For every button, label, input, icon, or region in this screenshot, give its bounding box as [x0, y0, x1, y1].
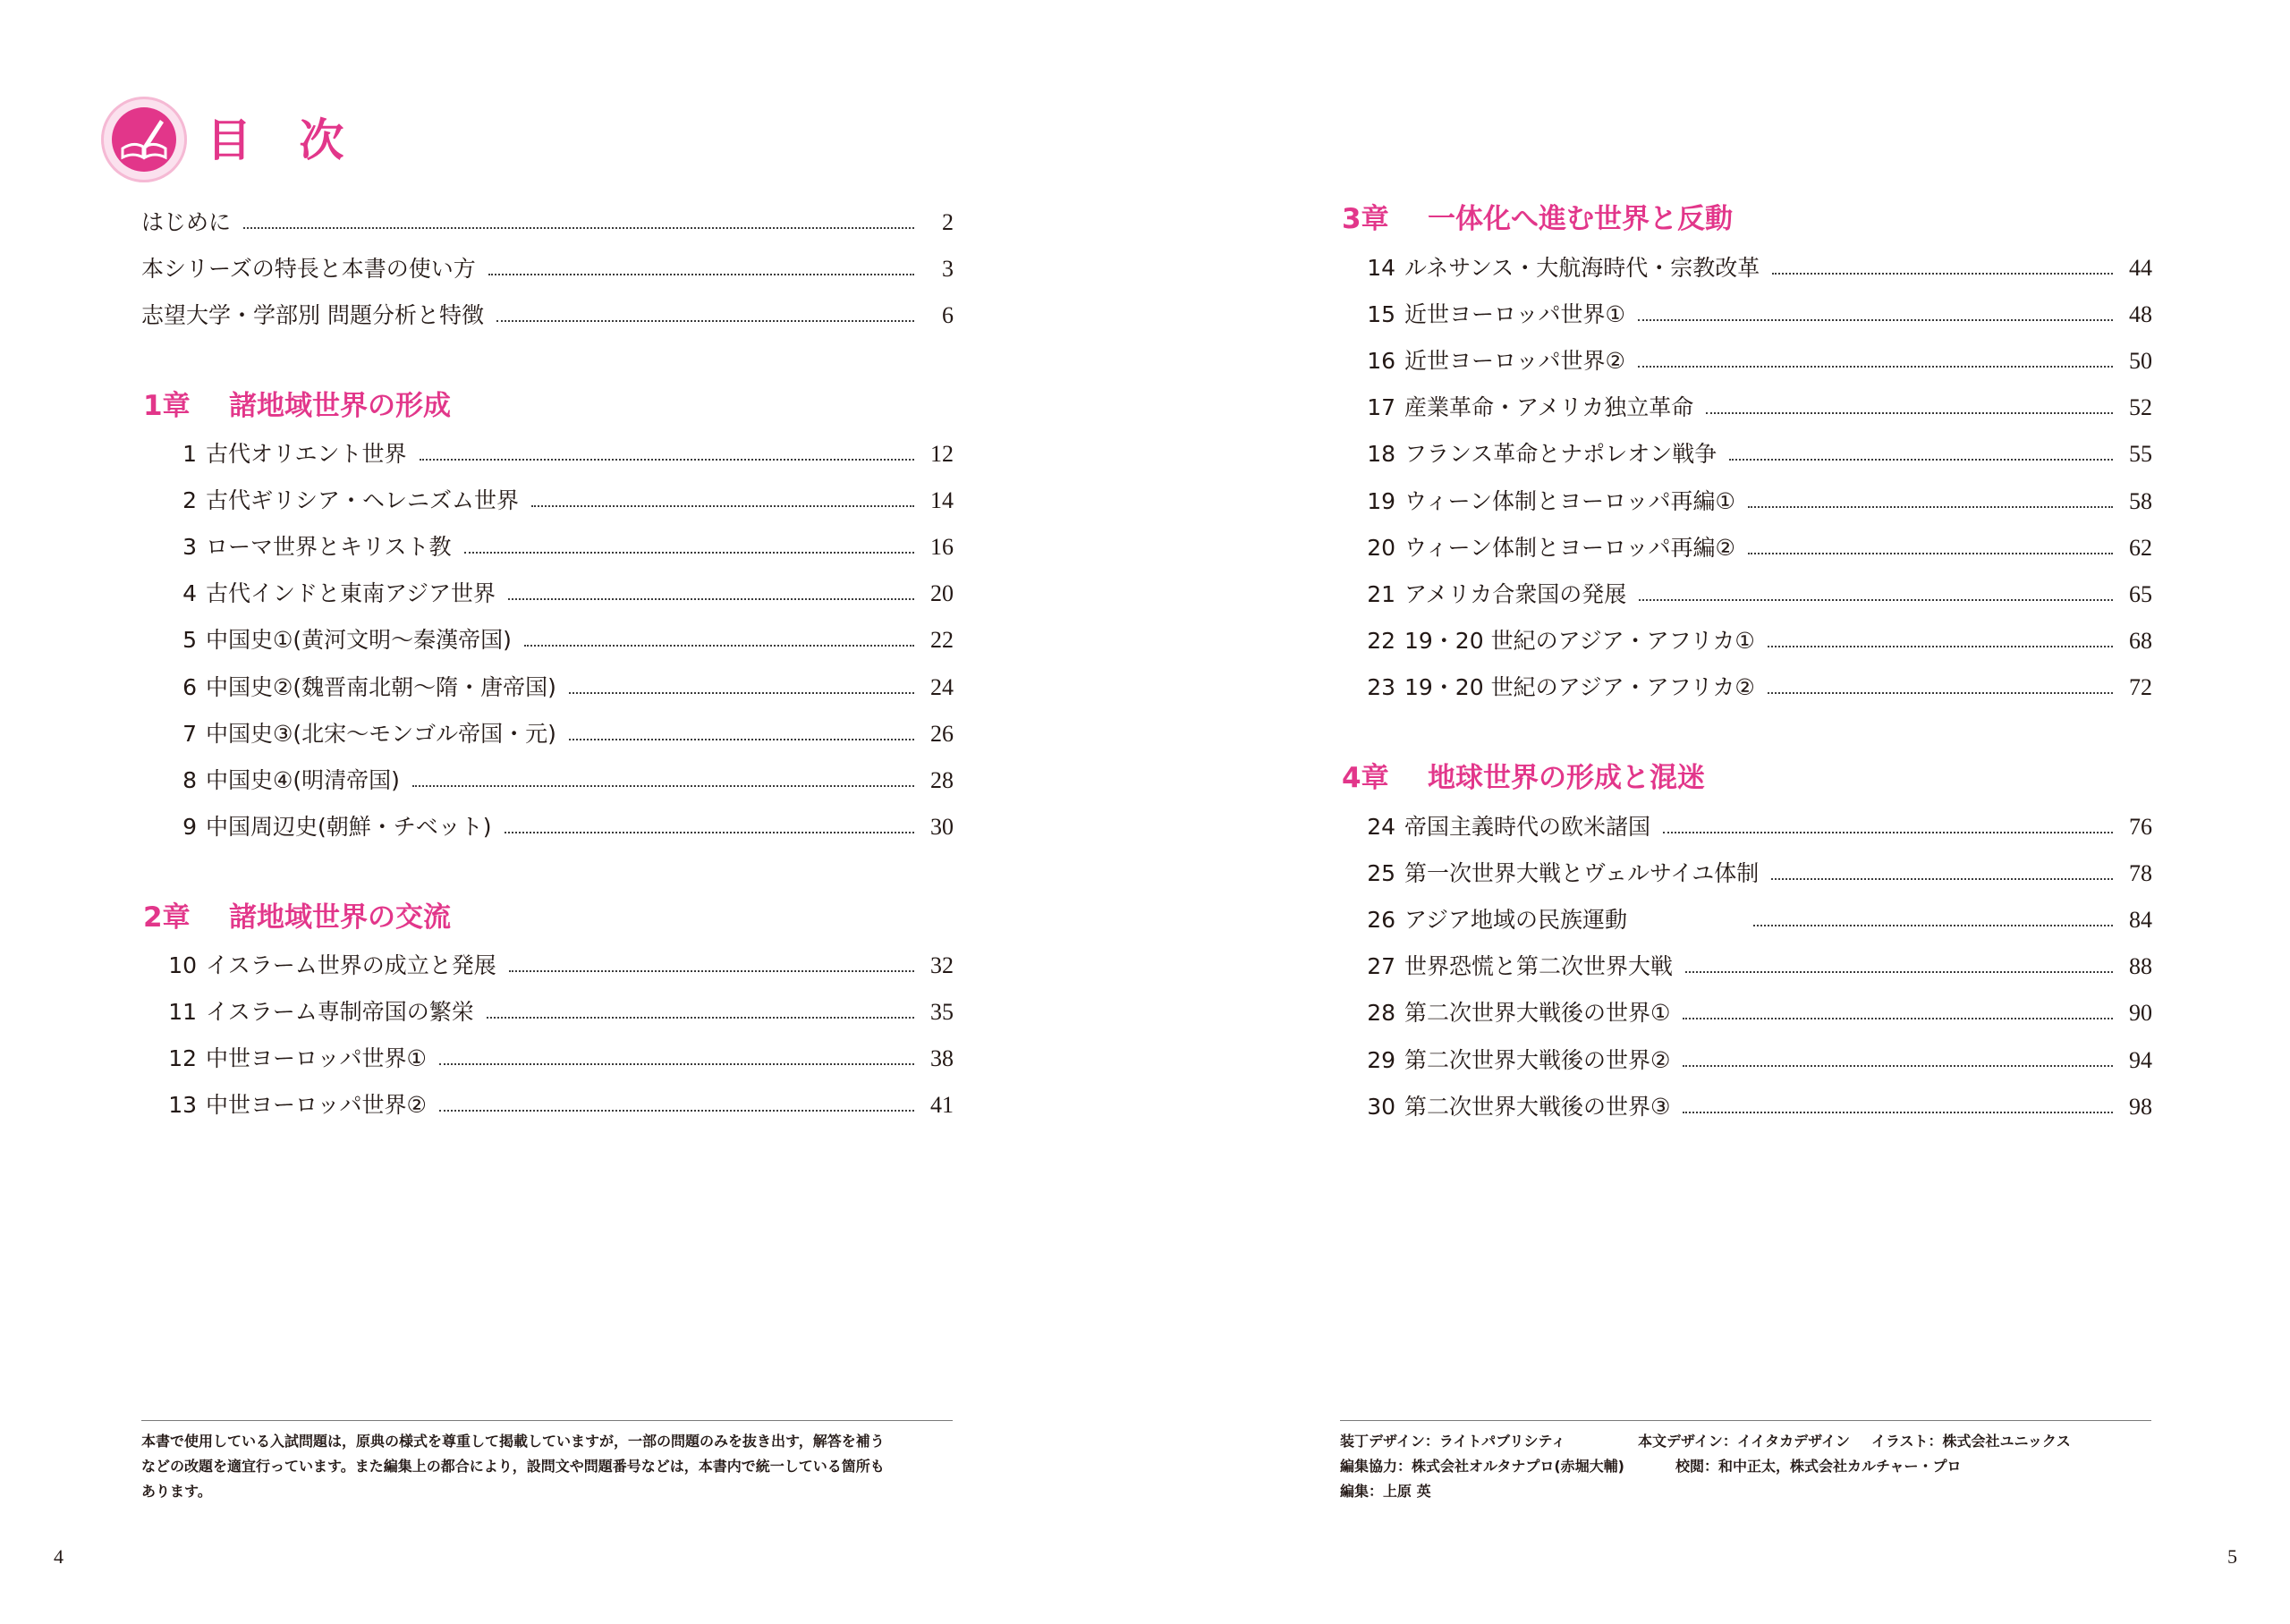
dot-leader	[1768, 646, 2113, 647]
toc-entry	[1360, 344, 2152, 378]
toc-entry	[161, 437, 954, 471]
chapter-title: 一体化へ進む世界と反動	[1428, 203, 1733, 235]
toc-entry-number: 19	[1367, 487, 1395, 514]
toc-entry-title: イスラーム世界の成立と発展	[206, 952, 496, 978]
page-number-left: 4	[54, 1545, 64, 1568]
dot-leader	[524, 645, 914, 647]
toc-entry-page: 30	[930, 813, 954, 840]
dot-leader	[569, 692, 914, 694]
dot-leader	[1748, 506, 2113, 508]
footnote	[141, 1429, 885, 1504]
dot-leader	[487, 1017, 914, 1019]
toc-entry-title: 中国史①(黄河文明〜秦漢帝国)	[206, 627, 512, 654]
toc-entry-title: 本シリーズの特長と本書の使い方	[141, 256, 476, 283]
toc-entry-page: 38	[930, 1045, 954, 1072]
dot-leader	[569, 739, 914, 740]
toc-entry-title: 帝国主義時代の欧米諸国	[1404, 814, 1651, 840]
toc-entry-title: 中国周辺史(朝鮮・チベット)	[206, 813, 492, 840]
toc-entry-number: 13	[168, 1092, 197, 1119]
credit-illustration: イラスト：株式会社ユニックス	[1871, 1433, 2071, 1450]
toc-entry	[161, 810, 954, 844]
dot-leader	[1685, 971, 2113, 973]
toc-entry-title: アジア地域の民族運動	[1404, 907, 1628, 934]
chapter-title: 地球世界の形成と混迷	[1428, 762, 1705, 794]
toc-entry	[1360, 903, 2152, 937]
page-title: 目 次	[207, 114, 360, 166]
chapter-number: 4章	[1342, 762, 1389, 794]
toc-entry	[1360, 671, 2152, 705]
dot-leader	[1639, 599, 2113, 601]
toc-entry-page: 84	[2129, 907, 2152, 934]
toc-entry-page: 12	[930, 441, 954, 467]
dot-leader	[1683, 1065, 2113, 1067]
toc-entry-page: 68	[2129, 627, 2152, 654]
toc-entry-title: 第二次世界大戦後の世界③	[1404, 1093, 1671, 1120]
toc-entry	[141, 252, 954, 286]
toc-entry-title: 古代オリエント世界	[206, 441, 407, 467]
toc-entry-number: 9	[182, 813, 197, 840]
chapter-number: 3章	[1342, 203, 1389, 235]
footnote-line: あります。	[141, 1483, 212, 1500]
toc-entry-title: 第二次世界大戦後の世界①	[1404, 1000, 1671, 1027]
toc-entry-title: 中世ヨーロッパ世界②	[206, 1092, 427, 1119]
toc-entry-title: アメリカ合衆国の発展	[1404, 580, 1627, 607]
toc-entry-number: 30	[1367, 1093, 1395, 1120]
dot-leader	[1683, 1112, 2113, 1113]
toc-entry-number: 16	[1367, 348, 1395, 375]
toc-entry-title: 中国史③(北宋〜モンゴル帝国・元)	[206, 720, 556, 747]
credits	[1340, 1429, 2235, 1510]
toc-entry-number: 1	[182, 441, 197, 467]
dot-leader	[439, 1063, 914, 1065]
toc-entry-page: 62	[2129, 534, 2152, 561]
toc-entry-page: 41	[930, 1092, 954, 1119]
toc-entry	[1360, 810, 2152, 844]
toc-entry-page: 6	[942, 302, 954, 329]
toc-entry	[161, 764, 954, 798]
toc-entry-page: 44	[2129, 255, 2152, 281]
dot-leader	[508, 598, 914, 600]
toc-entry	[161, 1088, 954, 1122]
toc-entry-page: 24	[930, 673, 954, 700]
toc-entry-page: 94	[2129, 1046, 2152, 1073]
dot-leader	[464, 552, 914, 554]
toc-entry-page: 32	[930, 952, 954, 978]
toc-entry	[1360, 485, 2152, 519]
chapter-number: 2章	[143, 901, 191, 934]
toc-entry	[1360, 391, 2152, 425]
dot-leader	[509, 970, 914, 972]
dot-leader	[1683, 1018, 2113, 1019]
toc-entry-number: 20	[1367, 534, 1395, 561]
toc-entry-number: 3	[182, 534, 197, 561]
toc-entry	[161, 1042, 954, 1076]
toc-entry-number: 11	[168, 999, 197, 1026]
dot-leader	[412, 785, 914, 787]
toc-entry	[1360, 531, 2152, 565]
toc-entry	[141, 206, 954, 240]
toc-entry-page: 98	[2129, 1093, 2152, 1120]
credit-proofreading: 校閲：和中正太，株式会社カルチャー・プロ	[1675, 1458, 1962, 1475]
toc-entry-title: 19・20 世紀のアジア・アフリカ②	[1404, 673, 1755, 700]
toc-entry	[161, 484, 954, 518]
toc-entry-number: 17	[1367, 394, 1395, 421]
dot-leader	[1771, 878, 2113, 880]
toc-entry	[1360, 437, 2152, 471]
toc-entry-page: 26	[930, 720, 954, 747]
toc-entry	[1360, 996, 2152, 1030]
toc-entry-page: 78	[2129, 860, 2152, 887]
dot-leader	[1768, 692, 2113, 694]
toc-entry-number: 29	[1367, 1046, 1395, 1073]
footnote-line: 本書で使用している入試問題は，原典の様式を尊重して掲載していますが，一部の問題のみを抜き出す，解答を補う	[141, 1433, 885, 1450]
toc-entry-page: 50	[2129, 348, 2152, 375]
credits-rule	[1340, 1420, 2151, 1421]
toc-entry-title: 中国史②(魏晋南北朝〜隋・唐帝国)	[206, 673, 556, 700]
toc-entry	[161, 995, 954, 1029]
toc-entry-number: 27	[1367, 953, 1395, 980]
toc-entry-number: 24	[1367, 814, 1395, 840]
toc-entry-page: 22	[930, 627, 954, 654]
credit-cover-design: 装丁デザイン：ライトパブリシティ	[1340, 1433, 1566, 1450]
dot-leader	[505, 832, 914, 833]
toc-entry-page: 88	[2129, 953, 2152, 980]
toc-entry-title: はじめに	[141, 209, 232, 235]
toc-entry-number: 5	[182, 627, 197, 654]
toc-entry	[161, 577, 954, 611]
credit-body-design: 本文デザイン：イイタカデザイン	[1638, 1433, 1850, 1450]
toc-entry-title: 世界恐慌と第二次世界大戦	[1404, 953, 1674, 980]
toc-entry	[161, 717, 954, 751]
toc-entry-title: 近世ヨーロッパ世界①	[1404, 301, 1625, 328]
toc-entry-title: イスラーム専制帝国の繁栄	[206, 999, 474, 1026]
toc-entry-title: ローマ世界とキリスト教	[206, 534, 452, 561]
chapter-heading	[1342, 758, 1705, 798]
toc-entry-number: 26	[1367, 907, 1395, 934]
dot-leader	[1748, 553, 2113, 554]
toc-entry-number: 22	[1367, 627, 1395, 654]
chapter-title: 諸地域世界の交流	[229, 901, 451, 934]
toc-entry-page: 35	[930, 999, 954, 1026]
toc-entry-title: 中国史④(明清帝国)	[206, 766, 400, 793]
toc-entry-title: ルネサンス・大航海時代・宗教改革	[1404, 255, 1760, 281]
toc-entry	[1360, 857, 2152, 891]
toc-entry-page: 55	[2129, 441, 2152, 468]
toc-entry-number: 8	[182, 766, 197, 793]
toc-entry	[1360, 624, 2152, 658]
toc-entry-title: 近世ヨーロッパ世界②	[1404, 348, 1625, 375]
toc-entry-page: 52	[2129, 394, 2152, 421]
toc-entry-number: 7	[182, 720, 197, 747]
toc-entry	[161, 623, 954, 657]
chapter-heading	[143, 898, 451, 937]
credit-editor: 編集：上原 英	[1340, 1483, 1431, 1500]
dot-leader	[1638, 319, 2113, 321]
toc-entry-number: 10	[168, 952, 197, 978]
toc-entry	[161, 949, 954, 983]
toc-entry-number: 25	[1367, 860, 1395, 887]
dot-leader	[420, 459, 914, 461]
toc-entry-number: 23	[1367, 673, 1395, 700]
toc-entry-page: 65	[2129, 580, 2152, 607]
toc-entry-title: ウィーン体制とヨーロッパ再編②	[1404, 534, 1735, 561]
toc-entry-page: 16	[930, 534, 954, 561]
toc-entry-page: 72	[2129, 673, 2152, 700]
toc-entry-title: 第一次世界大戦とヴェルサイユ体制	[1404, 860, 1760, 887]
toc-entry-page: 28	[930, 766, 954, 793]
toc-entry-number: 2	[182, 487, 197, 514]
dot-leader	[488, 274, 914, 275]
toc-entry	[161, 530, 954, 564]
toc-entry	[1360, 298, 2152, 332]
toc-entry-title: 志望大学・学部別 問題分析と特徴	[141, 302, 484, 329]
toc-entry-number: 28	[1367, 1000, 1395, 1027]
page-number-right: 5	[2227, 1545, 2237, 1568]
dot-leader	[1772, 273, 2113, 275]
toc-entry	[1360, 1090, 2152, 1124]
toc-entry-title: 第二次世界大戦後の世界②	[1404, 1046, 1671, 1073]
toc-entry-page: 2	[942, 209, 954, 235]
dot-leader	[1638, 366, 2113, 368]
toc-entry-title: 中世ヨーロッパ世界①	[206, 1045, 427, 1072]
dot-leader	[531, 505, 914, 507]
book-and-pen-icon	[101, 97, 187, 182]
toc-entry-page: 90	[2129, 1000, 2152, 1027]
toc-entry-page: 76	[2129, 814, 2152, 840]
toc-entry-number: 15	[1367, 301, 1395, 328]
credit-editing-cooperation: 編集協力：株式会社オルタナプロ(赤堀大輔)	[1340, 1458, 1624, 1475]
dot-leader	[1663, 832, 2113, 833]
toc-entry-page: 20	[930, 580, 954, 607]
toc-entry	[1360, 578, 2152, 612]
toc-entry	[1360, 950, 2152, 984]
right-page	[1145, 0, 2290, 1624]
toc-entry-number: 12	[168, 1045, 197, 1072]
toc-entry-title: ウィーン体制とヨーロッパ再編①	[1404, 487, 1735, 514]
toc-entry-page: 14	[930, 487, 954, 514]
dot-leader	[1706, 412, 2113, 414]
toc-entry-number: 18	[1367, 441, 1395, 468]
dot-leader	[439, 1110, 914, 1112]
title-block	[101, 97, 459, 182]
toc-entry	[161, 671, 954, 705]
toc-entry-number: 6	[182, 673, 197, 700]
toc-entry	[1360, 251, 2152, 285]
toc-entry-number: 4	[182, 580, 197, 607]
dot-leader	[1753, 925, 2113, 926]
toc-entry	[1360, 1044, 2152, 1078]
toc-entry-page: 48	[2129, 301, 2152, 328]
dot-leader	[243, 227, 914, 229]
toc-entry	[141, 299, 954, 333]
toc-entry-page: 58	[2129, 487, 2152, 514]
toc-entry-title: 古代インドと東南アジア世界	[206, 580, 496, 607]
chapter-heading	[143, 386, 451, 426]
chapter-number: 1章	[143, 390, 191, 422]
toc-entry-page: 3	[942, 256, 954, 283]
footnote-rule	[141, 1420, 953, 1421]
toc-entry-title: 産業革命・アメリカ独立革命	[1404, 394, 1694, 421]
toc-entry-title: フランス革命とナポレオン戦争	[1404, 441, 1718, 468]
chapter-title: 諸地域世界の形成	[229, 390, 451, 422]
toc-entry-title: 古代ギリシア・ヘレニズム世界	[206, 487, 520, 514]
toc-entry-number: 21	[1367, 580, 1395, 607]
dot-leader	[1729, 459, 2113, 461]
toc-entry-title: 19・20 世紀のアジア・アフリカ①	[1404, 627, 1755, 654]
footnote-line: などの改題を適宜行っています。また編集上の都合により，設問文や問題番号などは，本書内で統一している箇所も	[141, 1458, 885, 1475]
toc-entry-number: 14	[1367, 255, 1395, 281]
chapter-heading	[1342, 199, 1733, 239]
dot-leader	[496, 320, 914, 322]
